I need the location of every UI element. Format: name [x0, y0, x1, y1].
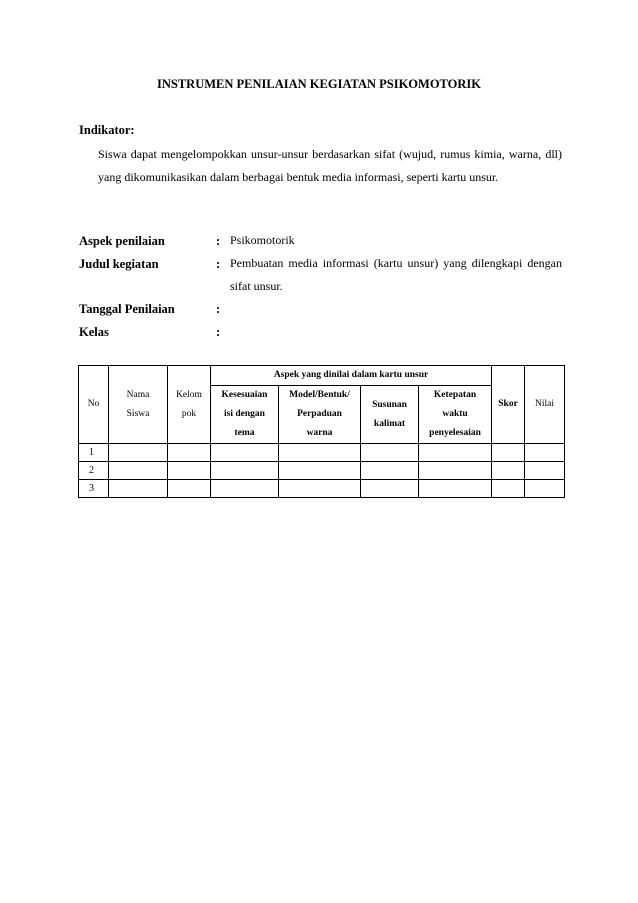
cell-kesesuaian[interactable] [211, 462, 279, 480]
cell-nilai[interactable] [525, 480, 565, 498]
cell-model[interactable] [279, 462, 361, 480]
header-line: penyelesaian [429, 428, 481, 438]
cell-ketepatan[interactable] [419, 462, 492, 480]
header-line: warna [306, 428, 333, 438]
cell-ketepatan[interactable] [419, 480, 492, 498]
row-number: 3 [79, 480, 109, 498]
cell-model[interactable] [279, 480, 361, 498]
header-kelompok [168, 366, 211, 444]
cell-ketepatan[interactable] [419, 444, 492, 462]
field-value: Psikomotorik [230, 233, 295, 247]
field-label: Tanggal Penilaian [79, 302, 175, 316]
field-value: Pembuatan media informasi (kartu unsur) yang dilengkapi dengan sifat unsur. [230, 256, 562, 293]
header-susunan [361, 386, 419, 444]
indikator-label: Indikator: [79, 123, 135, 137]
assessment-table [78, 365, 565, 498]
row-number: 1 [79, 444, 109, 462]
cell-model[interactable] [279, 444, 361, 462]
field-colon: : [216, 325, 221, 339]
header-line: kalimat [373, 418, 406, 429]
cell-susunan[interactable] [361, 480, 419, 498]
cell-kelompok[interactable] [168, 480, 211, 498]
document-title: INSTRUMEN PENILAIAN KEGIATAN PSIKOMOTORIK [157, 77, 481, 91]
header-line: pok [181, 408, 197, 419]
field-label: Aspek penilaian [79, 234, 165, 248]
cell-kelompok[interactable] [168, 462, 211, 480]
header-nilai: Nilai [525, 366, 565, 444]
field-colon: : [216, 234, 221, 248]
header-line: Siswa [126, 408, 150, 419]
cell-kesesuaian[interactable] [211, 480, 279, 498]
header-skor: Skor [492, 366, 525, 444]
cell-nama-siswa[interactable] [109, 480, 168, 498]
cell-kelompok[interactable] [168, 444, 211, 462]
header-line: Nama [126, 389, 150, 400]
table-row [79, 462, 565, 480]
indikator-text: Siswa dapat mengelompokkan unsur-unsur berdasarkan sifat (wujud, rumus kimia, warna, dll) yang dikomunikasikan dalam berbagai bentuk media informasi, seperti kartu unsur. [98, 147, 562, 184]
header-line: Model/Bentuk/ [289, 390, 350, 400]
row-number: 2 [79, 462, 109, 480]
field-label: Judul kegiatan [79, 257, 159, 271]
cell-skor[interactable] [492, 444, 525, 462]
header-line: waktu [442, 409, 468, 419]
header-no: No [79, 366, 109, 444]
table-row [79, 444, 565, 462]
table-row [79, 480, 565, 498]
header-line: Kesesuaian [221, 390, 268, 400]
cell-skor[interactable] [492, 480, 525, 498]
header-line: Perpaduan [297, 409, 342, 419]
header-nama-siswa [109, 366, 168, 444]
cell-skor[interactable] [492, 462, 525, 480]
header-line: Ketepatan [433, 390, 477, 400]
cell-susunan[interactable] [361, 462, 419, 480]
field-colon: : [216, 257, 221, 271]
header-line: Kelom [176, 389, 202, 400]
cell-susunan[interactable] [361, 444, 419, 462]
cell-nilai[interactable] [525, 444, 565, 462]
cell-nilai[interactable] [525, 462, 565, 480]
header-aspek-group: Aspek yang dinilai dalam kartu unsur [211, 366, 492, 386]
cell-nama-siswa[interactable] [109, 462, 168, 480]
header-line: Susunan [372, 399, 407, 410]
cell-kesesuaian[interactable] [211, 444, 279, 462]
header-kesesuaian [211, 386, 279, 444]
header-line: isi dengan [224, 409, 265, 419]
header-ketepatan [419, 386, 492, 444]
cell-nama-siswa[interactable] [109, 444, 168, 462]
header-line: tema [234, 428, 255, 438]
field-colon: : [216, 302, 221, 316]
header-model [279, 386, 361, 444]
field-label: Kelas [79, 325, 109, 339]
